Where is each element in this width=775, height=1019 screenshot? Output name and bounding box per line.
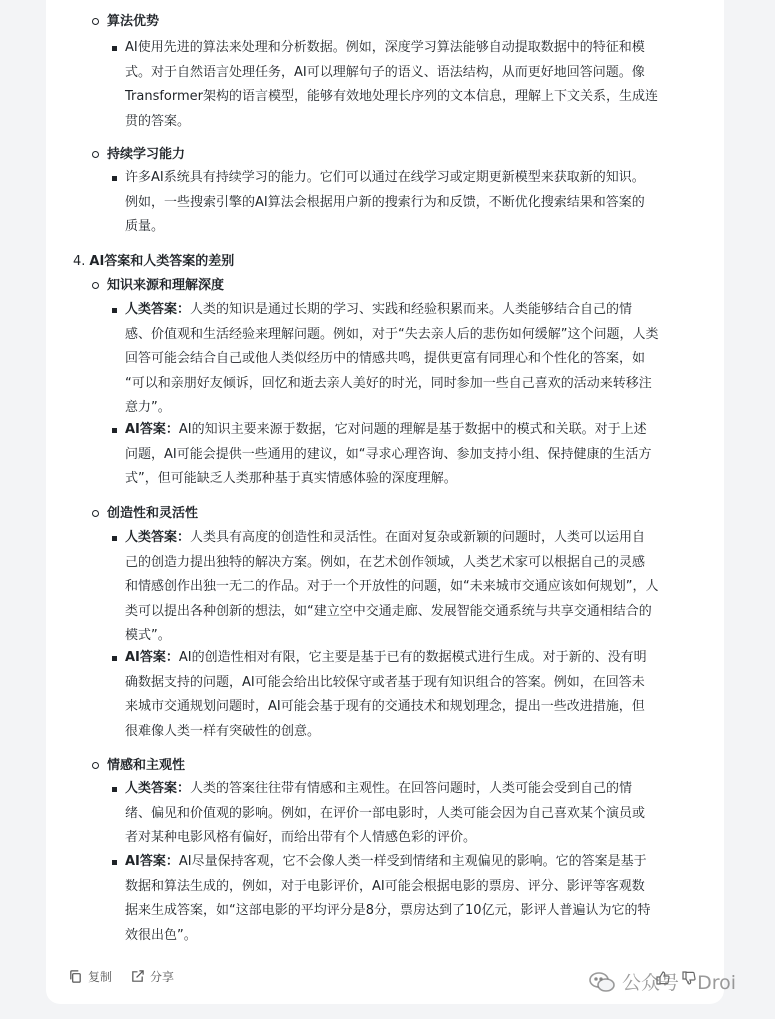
section-heading-continuous-learning: 持续学习能力 — [107, 145, 185, 165]
wechat-icon — [588, 971, 616, 993]
text-line: AI的知识主要来源于数据，它对问题的理解是基于数据中的模式和关联。对于上述 — [178, 422, 647, 437]
text-line: 模式”。 — [125, 628, 171, 643]
numbered-heading — [73, 252, 234, 272]
text-line: 己的创造力提出独特的解决方案。例如，在艺术创作领域，人类艺术家可以根据自己的灵感 — [125, 554, 646, 570]
bullet-algorithm — [125, 36, 708, 134]
bullet-ai-answer-creativity — [125, 646, 708, 744]
share-button[interactable] — [130, 968, 174, 985]
text-line: 人类具有高度的创造性和灵活性。在面对复杂或新颖的问题时，人类可以运用自 — [190, 530, 646, 545]
bullet-continuous-learning — [125, 166, 708, 240]
section-heading-algorithm: 算法优势 — [107, 12, 159, 32]
text-line: AI使用先进的算法来处理和分析数据。例如，深度学习算法能够自动提取数据中的特征和模 — [125, 40, 645, 55]
text-line: AI的创造性相对有限，它主要是基于已有的数据模式进行生成。对于新的、没有明 — [178, 650, 647, 665]
section-heading-creativity: 创造性和灵活性 — [107, 504, 198, 524]
text-line: 效很出色”。 — [125, 927, 197, 943]
copy-icon — [68, 969, 83, 984]
text-line: 感、价值观和生活经验来理解问题。例如，对于“失去亲人后的悲伤如何缓解”这个问题，人类 — [125, 326, 659, 342]
bullet-ai-answer-emotion — [125, 850, 708, 948]
text-line: “可以和亲朋好友倾诉，回忆和逝去亲人美好的时光，同时参加一些自己喜欢的活动来转移注 — [125, 375, 652, 391]
answer-action-bar — [68, 968, 174, 985]
watermark-text: 公众号 · Droi — [622, 972, 737, 994]
text-line: 来城市交通规划问题时，AI可能会基于现有的交通技术和规划理念，提出一些改进措施，但 — [125, 699, 645, 714]
text-line: 问题，AI可能会提供一些通用的建议，如“寻求心理咨询、参加支持小组、保持健康的生活方 — [125, 446, 652, 462]
share-label: 分享 — [150, 970, 175, 984]
text-line: 很难像人类一样有突破性的创意。 — [125, 723, 321, 739]
section-heading-emotion: 情感和主观性 — [107, 756, 185, 776]
text-line: 贯的答案。 — [125, 113, 191, 129]
text-line: 回答可能会结合自己或他人类似经历中的情感共鸣，提供更富有同理心和个性化的答案，如 — [125, 351, 646, 366]
bullet-label: 人类答案： — [125, 781, 191, 796]
text-line: 类可以提出各种创新的想法，如“建立空中交通走廊、发展智能交通系统与共享交通相结合的 — [125, 603, 652, 619]
text-line: 者对某种电影风格有偏好，而给出带有个人情感色彩的评价。 — [125, 830, 477, 845]
share-icon — [130, 969, 145, 984]
bullet-ai-answer-knowledge — [125, 418, 708, 492]
text-line: 确数据支持的问题，AI可能会给出比较保守或者基于现有知识组合的答案。例如，在回答未 — [125, 674, 645, 690]
text-line: 数据和算法生成的，例如，对于电影评价，AI可能会根据电影的票房、评分、影评等客观数 — [125, 878, 645, 894]
text-line: 质量。 — [125, 219, 165, 234]
copy-label: 复制 — [88, 970, 113, 984]
answer-card — [46, 0, 724, 1004]
bullet-label: AI答案： — [125, 854, 179, 869]
text-line: 例如，一些搜索引擎的AI算法会根据用户新的搜索行为和反馈，不断优化搜索结果和答案的 — [125, 194, 645, 210]
copy-button[interactable] — [68, 968, 112, 985]
section-heading-knowledge-source: 知识来源和理解深度 — [107, 276, 224, 296]
bullet-human-answer-emotion — [125, 777, 708, 851]
text-line: 和情感创作出独一无二的作品。对于一个开放性的问题，如“未来城市交通应该如何规划”，人 — [125, 579, 659, 594]
text-line: 人类的答案往往带有情感和主观性。在回答问题时，人类可能会受到自己的情 — [190, 781, 633, 796]
bullet-label: AI答案： — [125, 422, 179, 437]
text-line: 意力”。 — [125, 400, 171, 415]
bullet-label: 人类答案： — [125, 530, 191, 545]
text-line: Transformer架构的语言模型，能够有效地处理长序列的文本信息，理解上下文关系，生成连 — [125, 89, 659, 104]
heading-number: 4. — [73, 254, 86, 269]
text-line: 据来生成答案，如“这部电影的平均评分是8分，票房达到了10亿元，影评人普遍认为它的特 — [125, 903, 651, 918]
heading-title: AI答案和人类答案的差别 — [89, 254, 235, 269]
bullet-label: 人类答案： — [125, 302, 191, 317]
bullet-human-answer-knowledge — [125, 298, 708, 421]
watermark — [588, 968, 736, 995]
text-line: 人类的知识是通过长期的学习、实践和经验积累而来。人类能够结合自己的情 — [190, 302, 633, 317]
bullet-human-answer-creativity — [125, 526, 708, 649]
text-line: 许多AI系统具有持续学习的能力。它们可以通过在线学习或定期更新模型来获取新的知识。 — [125, 170, 645, 185]
text-line: 式”，但可能缺乏人类那种基于真实情感体验的深度理解。 — [125, 471, 457, 486]
text-line: AI尽量保持客观，它不会像人类一样受到情绪和主观偏见的影响。它的答案是基于 — [178, 854, 647, 869]
text-line: 式。对于自然语言处理任务，AI可以理解句子的语义、语法结构，从而更好地回答问题。像 — [125, 64, 645, 80]
text-line: 绪、偏见和价值观的影响。例如，在评价一部电影时，人类可能会因为自己喜欢某个演员或 — [125, 805, 646, 821]
bullet-label: AI答案： — [125, 650, 179, 665]
